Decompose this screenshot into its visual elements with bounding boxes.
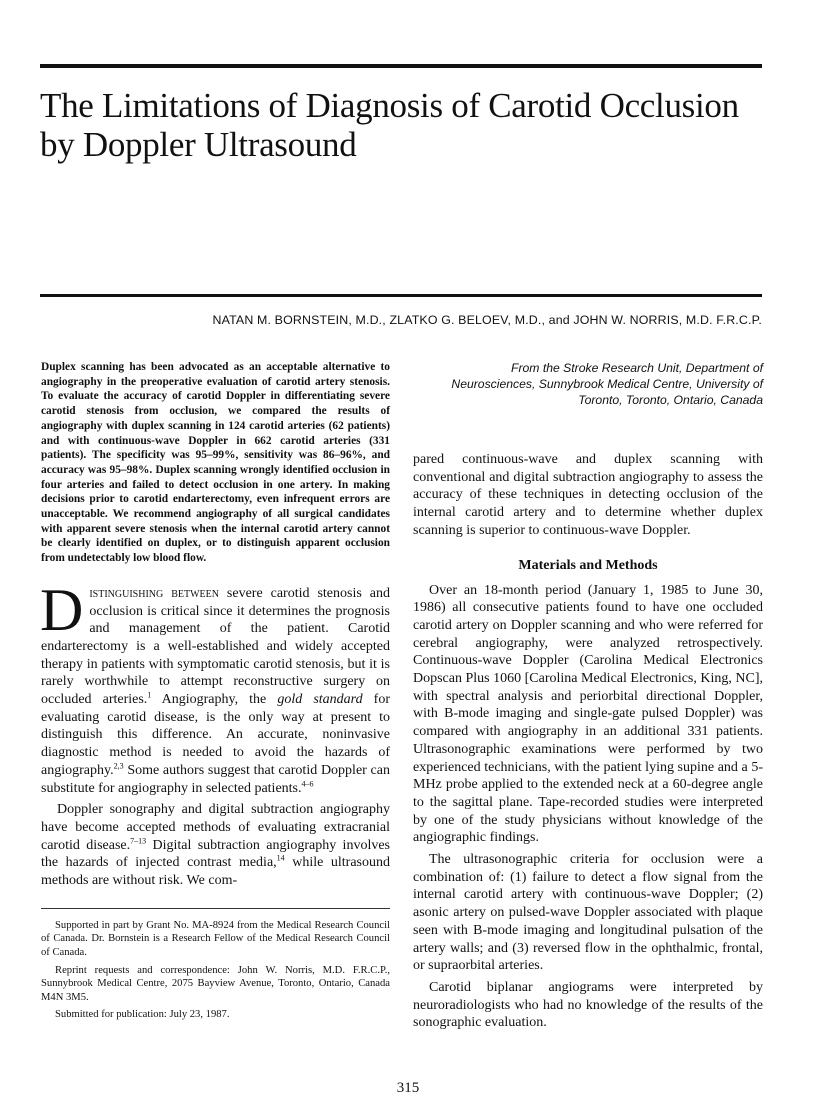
abstract: Duplex scanning has been advocated as an acceptable alternative to angiography in the preoperative evaluation of carotid artery stenosis. To evaluate the accuracy of carotid Doppler in differentiating severe carotid stenosis from occlusion, we compared the results of angiography with duplex scanning in 124 carotid arteries (62 patients) and with continuous-wave Doppler in 662 carotid arteries (331 patients). The specificity was 95–99%, sensitivity was 86–96%, and accuracy was 95–98%. Duplex scanning wrongly identified occlusion in four arteries and failed to detect occlusion in one artery. In making decisions prior to carotid endarterectomy, even infrequent errors are unacceptable. We recommend angiography of all surgical candidates with apparent severe stenosis when the internal carotid artery cannot be clearly identified on duplex, or to distinguish apparent occlusion from undetectably low blood flow. <box>41 361 390 565</box>
methods-paragraph-2: The ultrasonographic criteria for occlusion were a combination of: (1) failure to detect a flow signal from the internal carotid artery with continuous-wave Doppler; (2) asonic artery on pulsed-wave Doppler associated with plaque seen with B-mode imaging and longitudinal pulsation of the artery walls; and (3) reversed flow in the ophthalmic, frontal, or supraorbital arteries. <box>413 852 763 974</box>
title-rule <box>40 294 762 297</box>
left-column <box>41 360 390 1026</box>
reprint-note: Reprint requests and correspondence: John W. Norris, M.D. F.R.C.P., Sunnybrook Medical Centre, 2075 Bayview Avenue, Toronto, Ontario, Canada M4N 3M5. <box>41 964 390 1003</box>
footnotes <box>41 919 390 1022</box>
methods-paragraph-3: Carotid biplanar angiograms were interpreted by neuroradiologists who had no knowledge of the results of the sonographic evaluation. <box>413 979 763 1031</box>
affiliation: From the Stroke Research Unit, Department of Neurosciences, Sunnybrook Medical Centre, University of Toronto, Toronto, Ontario, Canada <box>451 361 763 407</box>
intro-paragraph-1: Distinguishing between severe carotid stenosis and occlusion is critical since it determines the prognosis and management of the patient. Carotid endarterectomy is a well-established and widely accepted therapy in patients with symptomatic carotid stenosis, but it is rarely worthwhile to attempt reconstructive surgery on occluded arteries.$^1$ Angiography, the gold standard for evaluating carotid disease, is the only way at present to distinguish this difference. An accurate, noninvasive diagnostic method is needed to avoid the hazards of angiography.$^{2,3}$ Some authors suggest that carotid Doppler can substitute for angiography in selected patients.$^{4-6}$ <box>40 576 390 796</box>
citation: 14 <box>276 853 285 863</box>
page-number: 315 <box>396 1080 420 1096</box>
footnote-rule <box>41 908 390 909</box>
intro-continuation: pared continuous-wave and duplex scanning with conventional and digital subtraction angiography to assess the accuracy of these techniques in detecting occlusion of the internal carotid artery and to determine whether duplex scanning is superior to continuous-wave Doppler. <box>413 452 763 538</box>
citation: 7–13 <box>130 836 147 846</box>
right-column <box>413 360 763 1032</box>
citation: 1 <box>147 690 152 700</box>
funding-note: Supported in part by Grant No. MA-8924 from the Medical Research Council of Canada. Dr. Bornstein is a Research Fellow of the Medical Research Council of Canada. <box>41 919 390 958</box>
emphasis: gold standard <box>277 692 363 708</box>
methods-paragraph-1: Over an 18-month period (January 1, 1985 to June 30, 1986) all consecutive patients found to have one occluded carotid artery on Doppler scanning and who were referred for cerebral angiography, were analyzed retrospectively. Continuous-wave Doppler (Carolina Medical Electronics Dopscan Plus 1060 [Carolina Medical Electronics, King, NC], with spectral analysis and periorbital directional Doppler, with B-mode imaging and single-gate pulsed Doppler) was compared with angiography in an additional 331 patients. Ultrasonographic examinations were performed by two experienced technicians, with the patient lying supine and a 5-MHz probe applied to the extended neck at a 60-degree angle to the sagittal plane. Tape-recorded studies were interpreted by one of the study physicians without knowledge of the angiographic findings. <box>413 582 763 846</box>
top-rule <box>40 64 762 68</box>
lead-in: istinguishing between <box>89 585 219 601</box>
citation: 2,3 <box>113 761 124 771</box>
intro-paragraph-2: Doppler sonography and digital subtraction angiography have become accepted methods of evaluating extracranial carotid disease.$^{7-13}$ Digital subtraction angiography involves the hazards of injected contrast media,$^{14}$ while ultrasound methods are without risk. We com- <box>41 802 391 889</box>
article-title: The Limitations of Diagnosis of Carotid Occlusion by Doppler Ultrasound <box>40 86 739 164</box>
citation: 4–6 <box>301 778 314 788</box>
section-heading: Materials and Methods <box>518 557 658 573</box>
submission-note: Submitted for publication: July 23, 1987. <box>55 1009 230 1021</box>
drop-cap: D <box>40 576 84 643</box>
author-list: NATAN M. BORNSTEIN, M.D., ZLATKO G. BELOEV, M.D., and JOHN W. NORRIS, M.D. F.R.C.P. <box>212 313 762 327</box>
